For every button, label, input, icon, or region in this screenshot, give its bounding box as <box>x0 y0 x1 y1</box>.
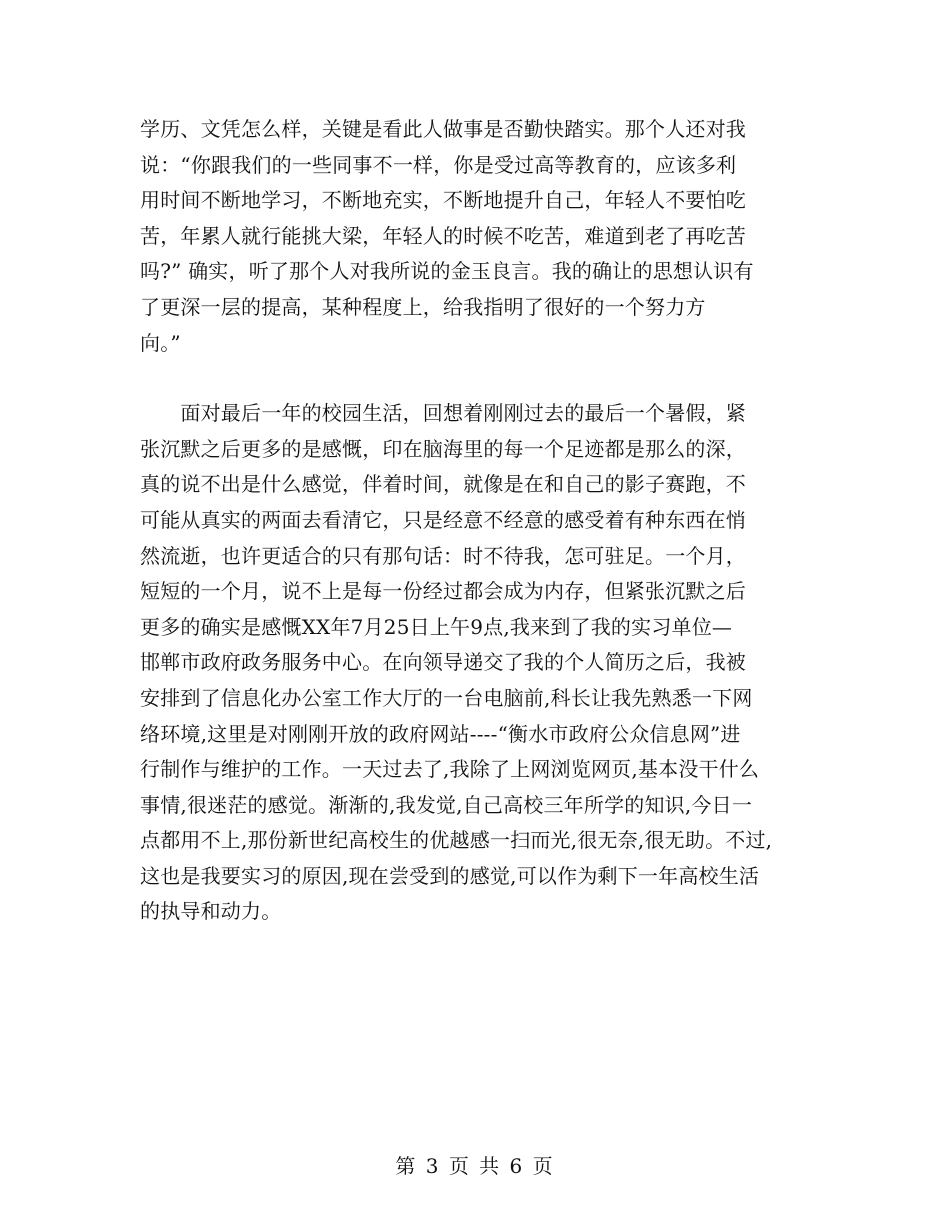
text-line: 这也是我要实习的原因,现在尝受到的感觉,可以作为剩下一年高校生活 <box>140 863 760 888</box>
text-line: 邯郸市政府政务服务中心。在向领导递交了我的个人简历之后，我被 <box>140 650 746 675</box>
text-line: 络环境,这里是对刚刚开放的政府网站----“衡水市政府公众信息网”进 <box>140 721 741 746</box>
text-line: 点都用不上,那份新世纪高校生的优越感一扫而光,很无奈,很无助。不过, <box>140 828 773 853</box>
text-line: 更多的确实是感慨XX年7月25日上午9点,我来到了我的实习单位— <box>140 614 733 639</box>
paragraph-spacer <box>140 361 820 396</box>
paragraph-1 <box>140 112 820 361</box>
text-line: 真的说不出是什么感觉，伴着时间，就像是在和自己的影子赛跑，不 <box>140 472 746 497</box>
text-line: 了更深一层的提高，某种程度上，给我指明了很好的一个努力方 <box>140 294 706 319</box>
text-line: 的执导和动力。 <box>140 899 282 924</box>
text-line: 行制作与维护的工作。一天过去了,我除了上网浏览网页,基本没干什么 <box>140 757 760 782</box>
text-line: 面对最后一年的校园生活，回想着刚刚过去的最后一个暑假，紧 <box>140 401 746 426</box>
text-line: 张沉默之后更多的是感慨，印在脑海里的每一个足迹都是那么的深， <box>140 436 746 461</box>
text-line: 短短的一个月，说不上是每一份经过都会成为内存，但紧张沉默之后 <box>140 579 746 604</box>
text-line: 可能从真实的两面去看清它，只是经意不经意的感受着有种东西在悄 <box>140 507 746 532</box>
paragraph-2 <box>140 396 820 930</box>
text-line: 用时间不断地学习，不断地充实，不断地提升自己，年轻人不要怕吃 <box>140 188 746 213</box>
text-line: 然流逝，也许更适合的只有那句话：时不待我，怎可驻足。一个月， <box>140 543 746 568</box>
document-body <box>140 112 820 930</box>
text-line: 苦，年累人就行能挑大梁，年轻人的时候不吃苦，难道到老了再吃苦 <box>140 223 746 248</box>
text-line: 事情,很迷茫的感觉。渐渐的,我发觉,自己高校三年所学的知识,今日一 <box>140 792 753 817</box>
text-line: 吗?” 确实，听了那个人对我所说的金玉良言。我的确让的思想认识有 <box>140 259 754 284</box>
page-number-footer: 第 3 页 共 6 页 <box>395 1154 555 1178</box>
text-line: 学历、文凭怎么样，关键是看此人做事是否勤快踏实。那个人还对我 <box>140 117 746 141</box>
text-line: 说：“你跟我们的一些同事不一样，你是受过高等教育的，应该多利 <box>140 152 737 177</box>
text-line: 安排到了信息化办公室工作大厅的一台电脑前,科长让我先熟悉一下网 <box>140 685 753 710</box>
text-line: 向。” <box>140 330 181 355</box>
